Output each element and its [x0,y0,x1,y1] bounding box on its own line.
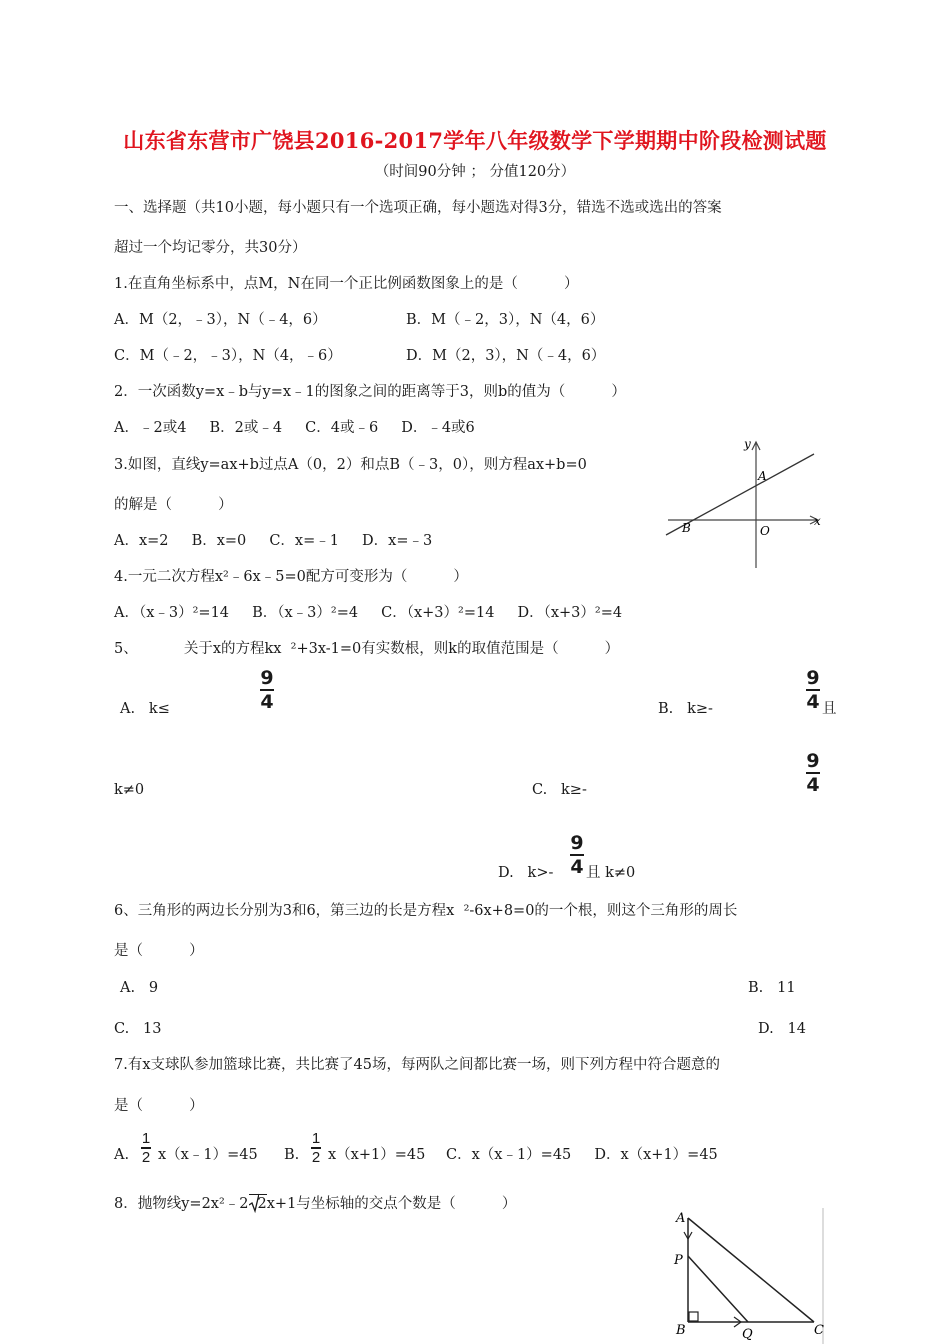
sqrt-value: 2 [257,1196,267,1212]
q5-option-d: D. k>- [498,865,554,881]
label-p: P [674,1253,683,1268]
q5-option-d-tail: 且 k≠0 [586,865,636,881]
q1-option-c: C．M（﹣2，﹣3），N（4，﹣6） [114,348,342,364]
numerator: 9 [806,750,820,772]
label-y: y [744,437,751,451]
label-x: x [814,514,821,528]
q5-option-b: B. k≥- [658,701,713,717]
question-7: 7.有x支球队参加篮球比赛，共比赛了45场，每两队之间都比赛一场，则下列方程中符合题意的 [114,1057,720,1073]
q8-stem-start: 8．抛物线y=2x²﹣2 [114,1196,249,1212]
question-2: 2．一次函数y=x﹣b与y=x﹣1的图象之间的距离等于3，则b的值为（ ） [114,384,626,400]
q1-option-a: A．M（2，﹣3），N（﹣4，6） [114,312,327,328]
denominator: 4 [806,774,820,796]
q3-line-graph [660,432,824,570]
sqrt-2 [249,1194,267,1213]
q7-option-b: x（x+1）=45 [328,1147,426,1163]
fraction-9-4 [570,833,584,877]
question-1: 1.在直角坐标系中，点M，N在同一个正比例函数图象上的是（ ） [114,276,579,292]
fraction-9-4 [260,668,274,712]
q2-options: A．﹣2或4 B．2或﹣4 C．4或﹣6 D．﹣4或6 [114,420,475,436]
fraction-1-2 [311,1131,321,1165]
exam-info: （时间90分钟 ； 分值120分） [374,164,576,180]
denominator: 4 [260,691,274,713]
q6-option-d: D. 14 [758,1021,806,1037]
q7-option-a-label: A. [114,1147,130,1163]
segment-ac [688,1218,814,1322]
section-heading: 一、选择题（共10小题，每小题只有一个选项正确，每小题选对得3分，错选不选或选出的答案 [114,200,722,216]
numerator: 9 [806,667,820,689]
denominator: 2 [141,1148,151,1166]
label-c: C [814,1323,824,1338]
q8-triangle-figure [668,1208,830,1344]
label-b: B [682,521,691,535]
numerator: 9 [260,667,274,689]
numerator: 1 [311,1130,321,1147]
question-3-cont: 的解是（ ） [114,497,233,513]
numerator: 9 [570,832,584,854]
q5-option-b-tail: 且 [822,701,837,717]
page-title: 山东省东营市广饶县2016-2017学年八年级数学下学期期中阶段检测试题 [123,128,827,153]
question-4: 4.一元二次方程x²﹣6x﹣5=0配方可变形为（ ） [114,569,468,585]
question-3: 3.如图，直线y=ax+b过点A（0，2）和点B（﹣3，0），则方程ax+b=0 [114,457,587,473]
q1-option-b: B．M（﹣2，3），N（4，6） [406,312,605,328]
label-b: B [676,1323,686,1338]
q4-options: A．（x﹣3）²=14 B．（x﹣3）²=4 C．（x+3）²=14 D．（x+3）²=4 [114,605,623,621]
q5-option-c: C. k≥- [532,782,587,798]
question-6-cont: 是（ ） [114,943,204,959]
question-5: 5、 关于x的方程kx ²+3x-1=0有实数根，则k的取值范围是（ ） [114,641,620,657]
q8-stem-end: x+1与坐标轴的交点个数是（ ） [266,1196,517,1212]
q7-options-cd: C．x（x﹣1）=45 D．x（x+1）=45 [446,1147,718,1163]
q6-option-a: A. 9 [120,980,159,996]
label-a: A [676,1211,686,1226]
denominator: 2 [311,1148,321,1166]
fraction-1-2 [141,1131,151,1165]
denominator: 4 [806,691,820,713]
q7-option-b-label: B. [284,1147,300,1163]
label-a: A [758,469,767,483]
q3-options: A．x=2 B．x=0 C．x=﹣1 D．x=﹣3 [114,533,433,549]
section-heading-cont: 超过一个均记零分，共30分） [114,240,307,256]
label-o: O [760,524,770,538]
question-6: 6、三角形的两边长分别为3和6，第三边的长是方程x ²-6x+8=0的一个根，则这个三角形的周长 [114,903,738,919]
fraction-9-4 [806,751,820,795]
q5-option-a: A. k≤ [120,701,170,717]
q7-option-a: x（x﹣1）=45 [158,1147,258,1163]
fraction-9-4 [806,668,820,712]
numerator: 1 [141,1130,151,1147]
q5-option-b-cont: k≠0 [114,782,145,798]
denominator: 4 [570,856,584,878]
q1-option-d: D．M（2，3），N（﹣4，6） [406,348,606,364]
right-angle-icon [689,1312,698,1321]
radical-icon [249,1193,259,1213]
q6-option-c: C. 13 [114,1021,162,1037]
q6-option-b: B. 11 [748,980,796,996]
question-8 [114,1194,516,1213]
label-q: Q [742,1327,753,1342]
question-7-cont: 是（ ） [114,1098,204,1114]
